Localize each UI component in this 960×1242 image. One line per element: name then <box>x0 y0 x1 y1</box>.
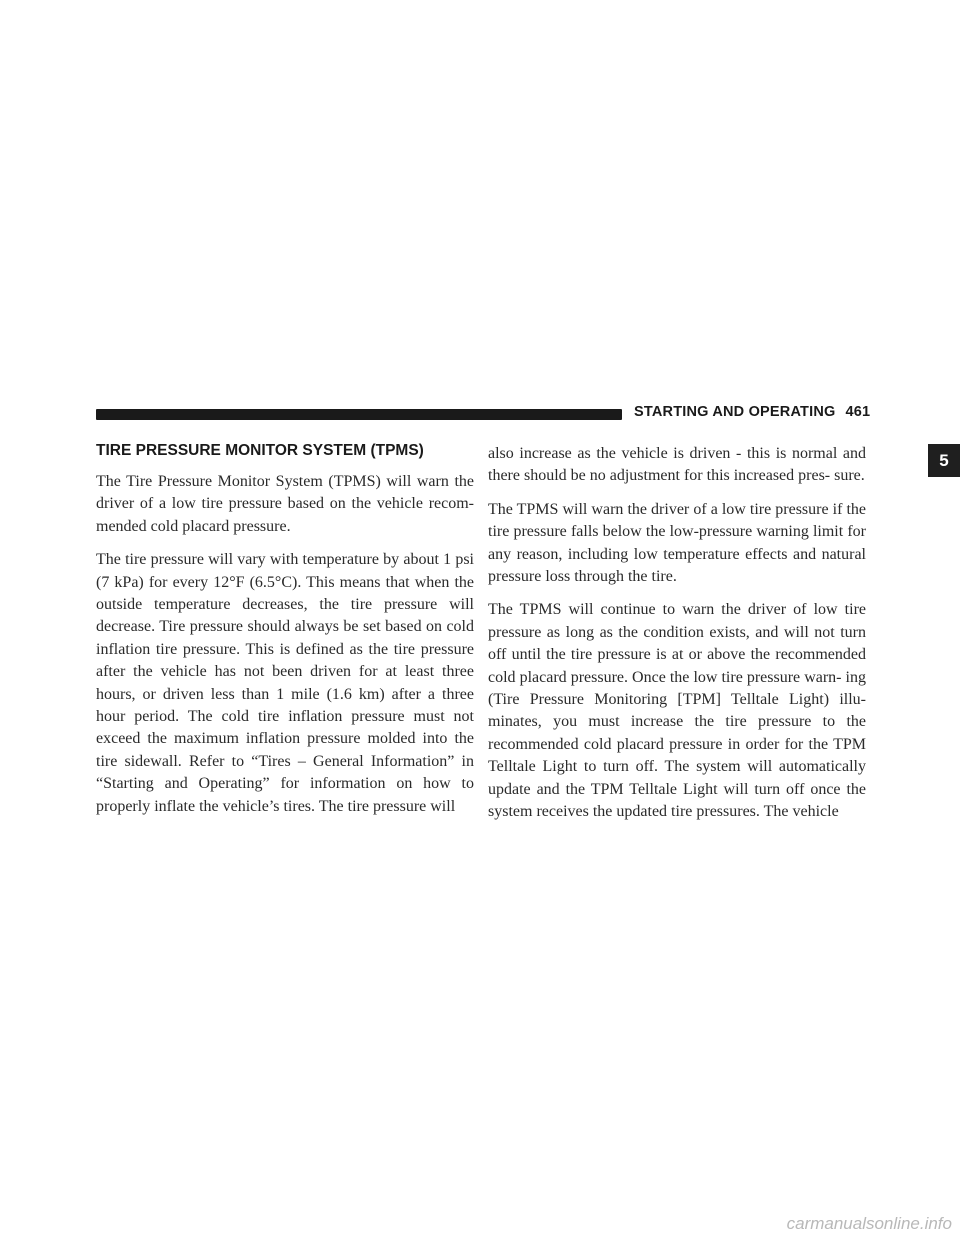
left-column <box>96 441 474 829</box>
paragraph: The tire pressure will vary with temperature by about 1 psi (7 kPa) for every 12°F (6.5°C). This means that when the outside temperature decreases, the tire pressure will decrease. Tire pressure should always be set based on cold inflation tire pressure. This is defined as the tire pressure after the vehicle has not been driven for at least three hours, or driven less than 1 mile (1.6 km) after a three hour period. The cold tire inflation pressure must not exceed the maximum inflation pressure molded into the tire sidewall. Refer to “Tires – General Information” in “Starting and Operating” for information on how to properly inflate the vehicle’s tires. The tire pressure will <box>96 551 474 815</box>
running-header <box>634 404 870 420</box>
page-number: 461 <box>845 404 871 420</box>
paragraph: The TPMS will continue to warn the driver of low tire pressure as long as the condition exists, and will not turn off until the tire pressure is at or above the recommended cold placard pressure. Once the low tire pressure warn- ing (Tire Pressure Monitoring [TPM] Telltale Light) illu- minates, you must increase the tire pressure to the recommended cold placard pressure in order for the TPM Telltale Light to turn off. The system will automatically update and the TPM Telltale Light will turn off once the system receives the updated tire pressures. The vehicle <box>488 601 866 821</box>
paragraph: The Tire Pressure Monitor System (TPMS) will warn the driver of a low tire pressure based on the vehicle recom- mended cold placard pressure. <box>96 473 474 535</box>
paragraph: The TPMS will warn the driver of a low tire pressure if the tire pressure falls below the low-pressure warning limit for any reason, including low temperature effects and natural pressure loss through the tire. <box>488 500 866 586</box>
watermark: carmanualsonline.info <box>786 1214 952 1233</box>
chapter-tab: 5 <box>928 444 960 477</box>
header-section-title: STARTING AND OPERATING <box>634 404 836 420</box>
header-rule <box>96 409 622 420</box>
right-column <box>488 443 866 835</box>
paragraph: also increase as the vehicle is driven - this is normal and there should be no adjustment for this increased pres- sure. <box>488 445 866 485</box>
section-heading: TIRE PRESSURE MONITOR SYSTEM (TPMS) <box>96 442 424 459</box>
